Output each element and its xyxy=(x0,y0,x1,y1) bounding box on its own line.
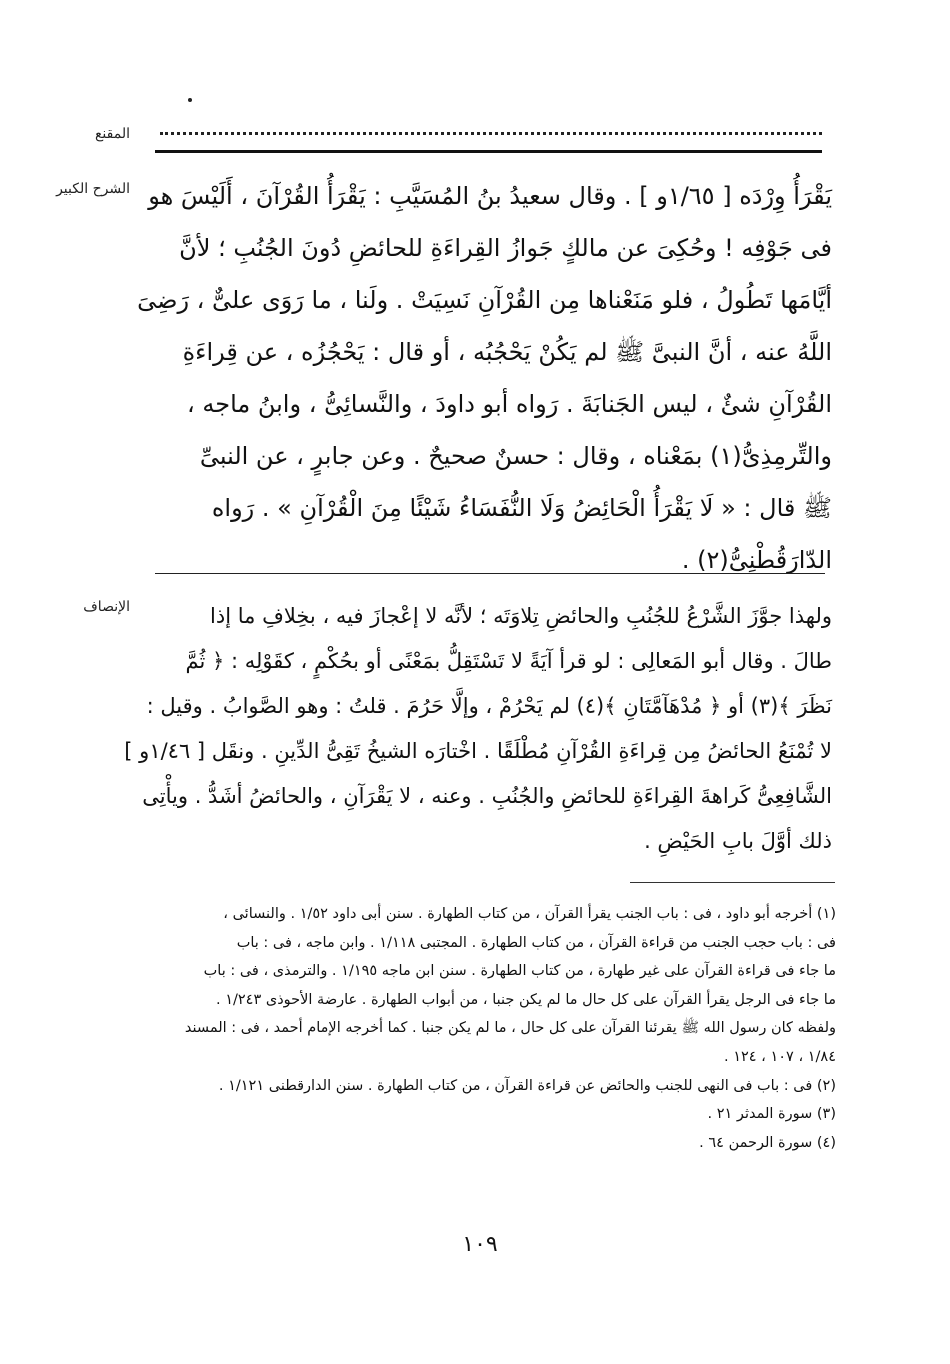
text-line: ذلك أوَّلَ بابِ الحَيْضِ . xyxy=(644,829,832,853)
text-line: الشَّافِعِىُّ كَراهةَ القِراءَةِ للحائضِ والجُنُبِ . وعنه ، لا يَقْرَآنِ ، والحائضُ أشَدُّ . ويأْتِى xyxy=(142,784,832,808)
text-line: الدّارَقُطْنِىُّ(٢) . xyxy=(681,546,832,574)
footnote-line: (٣) سورة المدثر ٢١ . xyxy=(707,1106,836,1123)
footnote-line: ١/٨٤ ، ١٠٧ ، ١٢٤ . xyxy=(723,1048,836,1065)
ink-speck xyxy=(188,98,192,102)
footnote-line: فى : باب حجب الجنب من قراءة القرآن ، من كتاب الطهارة . المجتبى ١/١١٨ . وابن ماجه ، فى : باب xyxy=(236,934,836,951)
footnote-line: ولفظه كان رسول الله ﷺ يقرئنا القرآن على كل حال ، ما لم يكن جنبا . كما أخرجه الإمام أحمد ، فى : المسند xyxy=(184,1020,836,1037)
text-line: يَقْرَأُ وِرْدَه [ ١/٦٥و ] . وقال سعيدُ بنُ المُسَيَّبِ : يَقْرَأُ القُرْآنَ ، أَلَيْسَ هو xyxy=(148,182,832,210)
text-line: والتِّرمِذِىُّ(١) بمَعْناه ، وقال : حسنٌ صحيحٌ . وعن جابرٍ ، عن النبىِّ xyxy=(199,442,832,470)
footnotes-block xyxy=(160,900,836,1157)
text-line: ولهذا جوَّزَ الشَّرْعُ للجُنُبِ والحائضِ تِلاوَتَه ؛ لأنَّه لا إعْجازَ فيه ، بخِلافِ ما إذا xyxy=(210,604,832,628)
text-line: أيَّامَها تَطُولُ ، فلو مَنَعْناها مِن القُرْآنِ نَسِيَتْ . ولَنا ، ما رَوَى علىٌّ ، رَضِىَ xyxy=(137,286,832,314)
footnote-line: ما جاء فى قراءة القرآن على غير طهارة ، من كتاب الطهارة . سنن ابن ماجه ١/١٩٥ . والترمذى ، فى : باب xyxy=(203,963,836,980)
footnote-line: (٤) سورة الرحمن ٦٤ . xyxy=(699,1134,836,1151)
footnote-line: ما جاء فى الرجل يقرأ القرآن على كل حال ما لم يكن جنبا ، من أبواب الطهارة . عارضة الأحوذى ١/٢٤٣ . xyxy=(216,991,836,1008)
insaf-section-label: الإنصاف xyxy=(83,599,130,615)
text-line: اللَّهُ عنه ، أنَّ النبىَّ ﷺ لم يَكُنْ يَحْجُبُه ، أو قال : يَحْجُزُه ، عن قِراءَةِ xyxy=(182,338,832,366)
text-line: ﷺ قال : « لَا يَقْرَأُ الْحَائِضُ وَلَا النُّفَسَاءُ شَيْئًا مِنَ الْقُرْآنِ » . رَواه xyxy=(211,494,832,522)
footnote-line: (٢) فى : باب فى النهى للجنب والحائض عن قراءة القرآن ، من كتاب الطهارة . سنن الدارقطنى ١/١٢١ . xyxy=(218,1077,836,1094)
section-divider xyxy=(155,573,825,574)
text-line: القُرْآنِ شئٌ ، ليس الجَنابَةَ . رَواه أبو داودَ ، والنَّسائِىُّ ، وابنُ ماجه ، xyxy=(186,390,832,418)
running-title-label: المقنع xyxy=(94,126,130,142)
dotted-leader xyxy=(160,118,822,135)
sharh-text-block xyxy=(137,170,832,586)
page-number: ١٠٩ xyxy=(462,1232,498,1257)
text-line: نَظَرَ ﴾(٣) أو ﴿ مُدْهَآمَّتَانِ ﴾(٤) لم يَحْرُمْ ، وإلَّا حَرُمَ . قلتُ : وهو الصَّوابُ . وقيل : xyxy=(146,694,832,718)
header-rule xyxy=(155,150,822,153)
sharh-section-label: الشرح الكبير xyxy=(56,181,130,197)
text-line: طالَ . وقال أبو المَعالِى : لو قرأ آيَةً لا تَسْتَقِلُّ بمَعْنًى أو بحُكْمٍ ، كقَوْلِه : ﴿ ثُمَّ xyxy=(185,649,832,673)
text-line: فى جَوْفِه ! وحُكِىَ عن مالكٍ جَوازُ القِراءَةِ للحائضِ دُونَ الجُنُبِ ؛ لأنَّ xyxy=(179,234,832,262)
footnote-line: (١) أخرجه أبو داود ، فى : باب الجنب يقرأ القرآن ، من كتاب الطهارة . سنن أبى داود ١/٥٢ . والنسائى ، xyxy=(223,906,836,922)
footnote-separator xyxy=(630,882,835,883)
insaf-text-block xyxy=(124,594,832,864)
text-line: لا تُمْنَعُ الحائضُ مِن قِراءَةِ القُرْآنِ مُطْلَقًا . اخْتارَه الشيخُ تَقِىُّ الدِّينِ . ونقَل [ ١/٤٦و ] xyxy=(124,739,832,763)
